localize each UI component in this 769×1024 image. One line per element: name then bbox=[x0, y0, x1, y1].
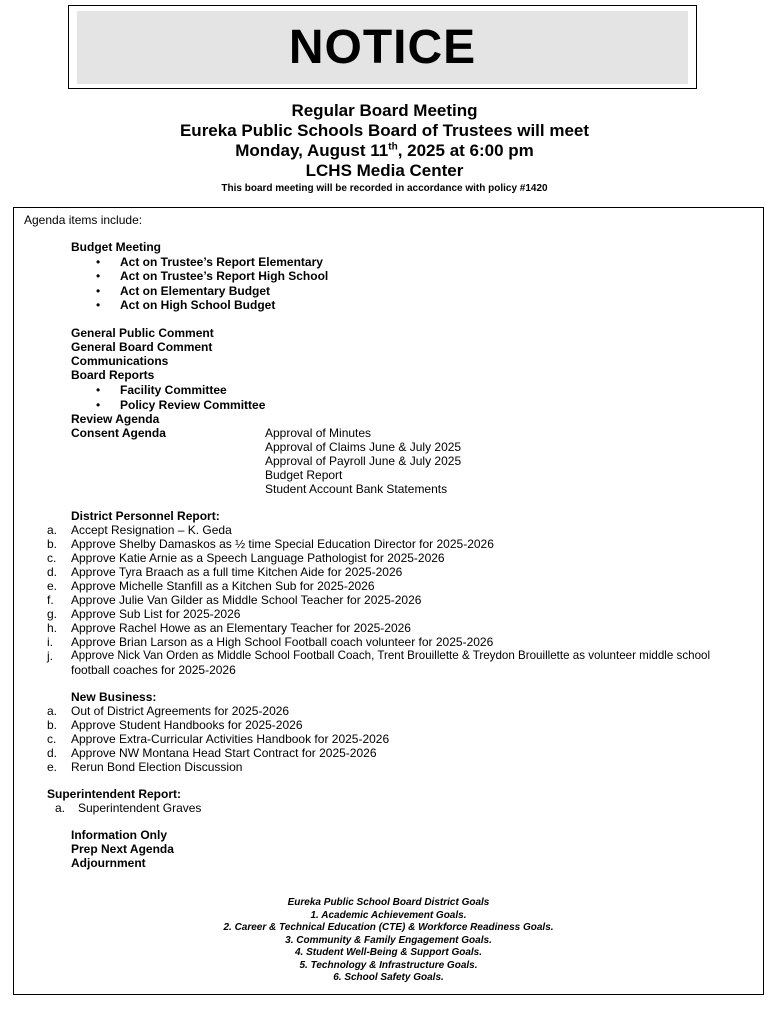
list-label: c. bbox=[47, 551, 57, 565]
bullet: • bbox=[96, 383, 101, 397]
personnel-item: Approve Julie Van Gilder as Middle School Teacher for 2025-2026 bbox=[71, 593, 422, 607]
budget-item: Act on High School Budget bbox=[120, 298, 276, 312]
consent-item: Approval of Payroll June & July 2025 bbox=[265, 454, 462, 468]
personnel-item: Accept Resignation – K. Geda bbox=[71, 523, 232, 537]
consent-agenda-heading: Consent Agenda bbox=[71, 426, 166, 440]
meeting-date-sup: th bbox=[388, 141, 398, 153]
general-board-comment: General Board Comment bbox=[71, 340, 213, 354]
personnel-item: Approve Michelle Stanfill as a Kitchen Sub for 2025-2026 bbox=[71, 579, 375, 593]
personnel-item: Approve Sub List for 2025-2026 bbox=[71, 607, 241, 621]
budget-item: Act on Trustee’s Report High School bbox=[120, 269, 329, 283]
communications: Communications bbox=[71, 354, 169, 368]
recording-note: This board meeting will be recorded in accordance with policy #1420 bbox=[221, 183, 548, 194]
goal-item: 4. Student Well-Being & Support Goals. bbox=[294, 947, 483, 958]
bullet: • bbox=[96, 255, 101, 269]
information-only: Information Only bbox=[71, 828, 167, 842]
list-label: e. bbox=[47, 760, 58, 774]
list-label: e. bbox=[47, 579, 58, 593]
personnel-item: Approve Katie Arnie as a Speech Language Pathologist for 2025-2026 bbox=[71, 551, 445, 565]
board-report-item: Policy Review Committee bbox=[120, 398, 266, 412]
meeting-header bbox=[0, 101, 769, 196]
bullet: • bbox=[96, 284, 101, 298]
list-label: d. bbox=[47, 565, 58, 579]
personnel-item: Approve Rachel Howe as an Elementary Teacher for 2025-2026 bbox=[71, 621, 411, 635]
bullet: • bbox=[96, 298, 101, 312]
new-business-item: Approve Student Handbooks for 2025-2026 bbox=[71, 718, 303, 732]
consent-item: Budget Report bbox=[265, 468, 343, 482]
board-reports-heading: Board Reports bbox=[71, 368, 155, 382]
bullet: • bbox=[96, 398, 101, 412]
personnel-item: Approve Nick Van Orden as Middle School Football Coach, Trent Brouillette & Treydon Brouillette as volunteer middle school bbox=[71, 649, 711, 662]
personnel-heading: District Personnel Report: bbox=[71, 509, 220, 523]
new-business-item: Rerun Bond Election Discussion bbox=[71, 760, 243, 774]
agenda-box bbox=[13, 207, 764, 995]
district-goals bbox=[14, 897, 763, 985]
budget-meeting-heading: Budget Meeting bbox=[71, 240, 161, 254]
list-label: j. bbox=[47, 649, 53, 663]
goals-title: Eureka Public School Board District Goals bbox=[287, 897, 490, 908]
meeting-date bbox=[0, 141, 769, 161]
consent-item: Approval of Minutes bbox=[265, 426, 372, 440]
new-business-item: Approve Extra-Curricular Activities Handbook for 2025-2026 bbox=[71, 732, 390, 746]
meeting-type: Regular Board Meeting bbox=[291, 101, 478, 120]
goal-item: 5. Technology & Infrastructure Goals. bbox=[299, 959, 478, 971]
adjournment: Adjournment bbox=[71, 856, 146, 870]
meeting-date-post: , 2025 at 6:00 pm bbox=[397, 141, 534, 160]
superintendent-item: Superintendent Graves bbox=[78, 801, 202, 815]
consent-item: Approval of Claims June & July 2025 bbox=[265, 440, 462, 454]
goal-item: 3. Community & Family Engagement Goals. bbox=[285, 934, 492, 946]
goal-item: 6. School Safety Goals. bbox=[333, 972, 444, 983]
list-label: f. bbox=[47, 593, 54, 607]
notice-frame bbox=[68, 5, 697, 89]
list-label: a. bbox=[47, 523, 58, 537]
notice-title: NOTICE bbox=[77, 11, 688, 84]
agenda-intro: Agenda items include: bbox=[24, 213, 143, 227]
list-label: a. bbox=[55, 801, 66, 815]
review-agenda: Review Agenda bbox=[71, 412, 160, 426]
new-business-heading: New Business: bbox=[71, 690, 157, 704]
list-label: b. bbox=[47, 537, 58, 551]
budget-item: Act on Trustee’s Report Elementary bbox=[120, 255, 323, 269]
meeting-location: LCHS Media Center bbox=[305, 161, 464, 180]
list-label: h. bbox=[47, 621, 58, 635]
prep-next-agenda: Prep Next Agenda bbox=[71, 842, 174, 856]
consent-item: Student Account Bank Statements bbox=[265, 482, 448, 496]
new-business-item: Out of District Agreements for 2025-2026 bbox=[71, 704, 290, 718]
meeting-date-pre: Monday, August 11 bbox=[235, 141, 389, 160]
list-label: a. bbox=[47, 704, 58, 718]
general-public-comment: General Public Comment bbox=[71, 326, 214, 340]
personnel-item: Approve Shelby Damaskos as ½ time Special Education Director for 2025-2026 bbox=[71, 537, 494, 551]
personnel-item: Approve Brian Larson as a High School Football coach volunteer for 2025-2026 bbox=[71, 635, 494, 649]
list-label: c. bbox=[47, 732, 57, 746]
personnel-item-continued: football coaches for 2025-2026 bbox=[71, 663, 236, 677]
new-business-item: Approve NW Montana Head Start Contract for 2025-2026 bbox=[71, 746, 377, 760]
budget-item: Act on Elementary Budget bbox=[120, 284, 271, 298]
goal-item: 2. Career & Technical Education (CTE) & Workforce Readiness Goals. bbox=[223, 922, 554, 933]
board-report-item: Facility Committee bbox=[120, 383, 227, 397]
meeting-body: Eureka Public Schools Board of Trustees will meet bbox=[179, 121, 590, 140]
list-label: i. bbox=[47, 635, 53, 649]
personnel-item: Approve Tyra Braach as a full time Kitchen Aide for 2025-2026 bbox=[71, 565, 403, 579]
list-label: d. bbox=[47, 746, 58, 760]
bullet: • bbox=[96, 269, 101, 283]
list-label: b. bbox=[47, 718, 58, 732]
superintendent-heading: Superintendent Report: bbox=[47, 787, 181, 801]
goal-item: 1. Academic Achievement Goals. bbox=[310, 909, 467, 921]
list-label: g. bbox=[47, 607, 58, 621]
